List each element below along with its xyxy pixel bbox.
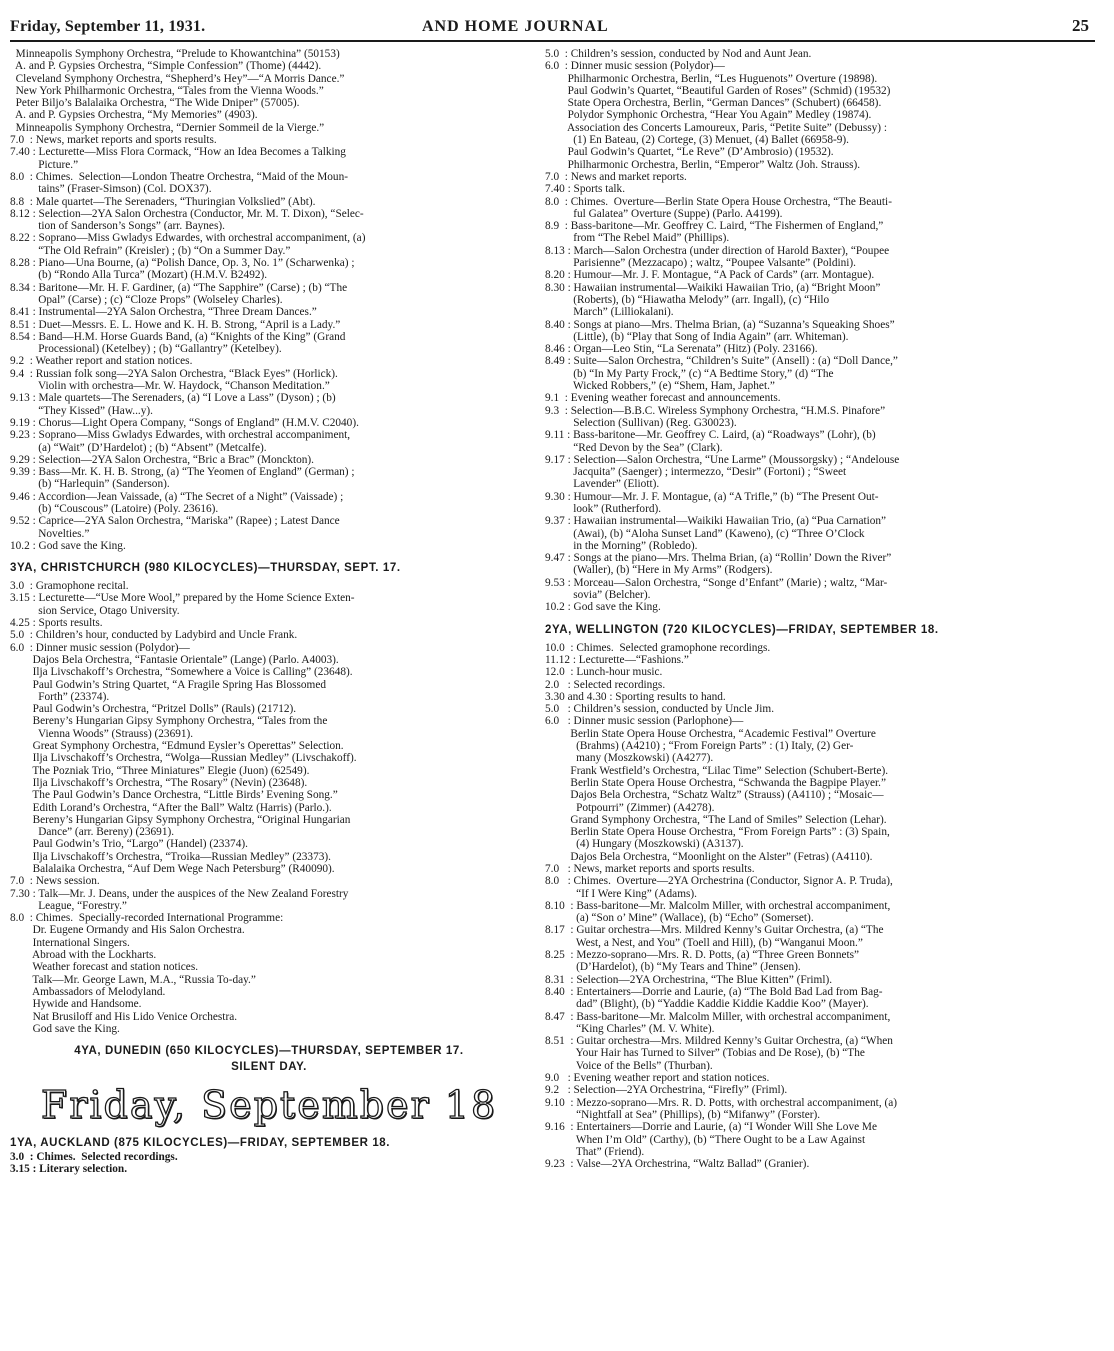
program-line: Processional) (Ketelbey) ; (b) “Gallantry” (Ketelbey). <box>10 343 282 356</box>
program-line: (b) “Couscous” (Latoire) (Poly. 23616). <box>10 502 219 515</box>
program-line: League, “Forestry.” <box>10 899 127 912</box>
program-line: Ilja Livschakoff’s Orchestra, “Troika—Russian Medley” (23373). <box>10 850 331 863</box>
program-line: 4.25 : Sports results. <box>10 617 103 630</box>
program-line: 3.15 : Lecturette—“Use More Wool,” prepared by the Home Science Exten- <box>10 592 355 605</box>
program-line: 5.0 : Children’s session, conducted by Nod and Aunt Jean. <box>545 48 812 60</box>
program-line: Frank Westfield’s Orchestra, “Lilac Time” Selection (Schubert-Berte). <box>545 764 889 777</box>
right-listing-1 <box>545 48 1090 614</box>
program-line: Forth” (23374). <box>10 690 110 703</box>
program-line: 9.13 : Male quartets—The Serenaders, (a) “I Love a Lass” (Dyson) ; (b) <box>10 392 336 405</box>
program-line: (a) “Son o’ Mine” (Wallace), (b) “Echo” (Somerset). <box>545 912 814 925</box>
page-header <box>10 14 1095 42</box>
program-line: 7.40 : Lecturette—Miss Flora Cormack, “How an Idea Becomes a Talking <box>10 146 346 159</box>
program-line: 6.0 : Dinner music session (Polydor)— <box>10 641 190 654</box>
program-line: (b) “In My Party Frock,” (c) “A Bedtime Story,” (d) “The <box>545 367 834 380</box>
program-line: 9.23 : Valse—2YA Orchestrina, “Waltz Ballad” (Granier). <box>545 1158 810 1171</box>
journal-title: AND HOME JOURNAL <box>422 18 609 35</box>
program-line: Talk—Mr. George Lawn, M.A., “Russia To-day.” <box>10 973 256 986</box>
program-line: (a) “Wait” (D’Hardelot) ; (b) “Absent” (Metcalfe). <box>10 441 267 454</box>
station-heading-2ya: 2YA, WELLINGTON (720 KILOCYCLES)—FRIDAY, SEPTEMBER 18. <box>545 623 939 636</box>
program-line: 8.49 : Suite—Salon Orchestra, “Children’s Suite” (Ansell) : (a) “Doll Dance,” <box>545 355 898 368</box>
program-line: 12.0 : Lunch-hour music. <box>545 666 663 679</box>
program-line: 6.0 : Dinner music session (Parlophone)— <box>545 715 744 728</box>
program-line: 8.22 : Soprano—Miss Gwladys Edwardes, with orchestral accompaniment, (a) <box>10 232 366 245</box>
program-line: (Waller), (b) “Here in My Arms” (Rodgers). <box>545 564 773 577</box>
program-line: 9.0 : Evening weather report and station notices. <box>545 1072 770 1085</box>
silent-day-note: SILENT DAY. <box>231 1061 307 1074</box>
program-line: That” (Friend). <box>545 1145 645 1158</box>
program-line: 2.0 : Selected recordings. <box>545 678 666 691</box>
program-line: 8.0 : Chimes. Overture—Berlin State Opera House Orchestra, “The Beauti- <box>545 195 892 208</box>
program-line: 9.17 : Selection—Salon Orchestra, “Une Larme” (Moussorgsky) ; “Andelouse <box>545 453 900 466</box>
program-line: 7.30 : Talk—Mr. J. Deans, under the auspices of the New Zealand Forestry <box>10 887 349 900</box>
program-line: 9.39 : Bass—Mr. K. H. B. Strong, (a) “The Yeomen of England” (German) ; <box>10 466 355 479</box>
program-line: Hywide and Handsome. <box>10 998 142 1011</box>
program-line: Novelties.” <box>10 527 90 540</box>
left-listing-3 <box>10 1151 528 1176</box>
program-line: 7.40 : Sports talk. <box>545 183 626 196</box>
program-line: Violin with orchestra—Mr. W. Haydock, “Chanson Meditation.” <box>10 380 330 393</box>
program-line: Selection (Sullivan) (Reg. G30023). <box>545 416 737 429</box>
program-line: God save the King. <box>10 1022 120 1035</box>
program-line: International Singers. <box>10 936 130 949</box>
program-line: Philharmonic Orchestra, Berlin, “Les Huguenots” Overture (19898). <box>545 72 878 85</box>
program-line: Paul Godwin’s Trio, “Largo” (Handel) (23374). <box>10 838 248 851</box>
program-line: (Awai), (b) “Aloha Sunset Land” (Kaweno), (c) “Three O’Clock <box>545 527 865 540</box>
program-line: “Nightfall at Sea” (Phillips), (b) “Mifanwy” (Forster). <box>545 1108 821 1121</box>
program-line: 9.16 : Entertainers—Dorrie and Laurie, (a) “I Wonder Will She Love Me <box>545 1121 877 1134</box>
program-line: A. and P. Gypsies Orchestra, “Simple Confession” (Thome) (4442). <box>10 60 322 73</box>
program-line: 9.1 : Evening weather forecast and announcements. <box>545 392 781 405</box>
program-line: Picture.” <box>10 158 79 171</box>
program-line: 8.41 : Instrumental—2YA Salon Orchestra, “Three Dream Dances.” <box>10 306 317 319</box>
program-line: Opal” (Carse) ; (c) “Cloze Props” (Wolseley Charles). <box>10 293 283 306</box>
program-line: 8.10 : Bass-baritone—Mr. Malcolm Miller, with orchestral accompaniment, <box>545 899 891 912</box>
program-line: 8.25 : Mezzo-soprano—Mrs. R. D. Potts, (a) “Three Green Bonnets” <box>545 949 860 962</box>
program-line: “King Charles” (M. V. White). <box>545 1022 715 1035</box>
program-line: 9.29 : Selection—2YA Salon Orchestra, “Bric a Brac” (Monckton). <box>10 453 314 466</box>
program-line: look” (Rutherford). <box>545 502 662 515</box>
program-line: Potpourri” (Zimmer) (A4278). <box>545 801 715 814</box>
program-line: 9.2 : Selection—2YA Orchestrina, “Firefly” (Friml). <box>545 1084 788 1097</box>
left-listing-1 <box>10 48 528 552</box>
program-line: (D’Hardelot), (b) “My Tears and Thine” (Jensen). <box>545 961 801 974</box>
program-line: sovia” (Belcher). <box>545 589 651 602</box>
program-line: 8.46 : Organ—Leo Stin, “La Serenata” (Hitz) (Poly. 23166). <box>545 343 818 356</box>
program-line: Grand Symphony Orchestra, “The Land of Smiles” Selection (Lehar). <box>545 813 887 826</box>
program-line: 10.2 : God save the King. <box>10 539 126 552</box>
program-line: The Pozniak Trio, “Three Miniatures” Elegie (Juon) (62549). <box>10 764 310 777</box>
program-line: “Red Devon by the Sea” (Clark). <box>545 441 723 454</box>
program-line: 8.8 : Male quartet—The Serenaders, “Thuringian Volkslied” (Abt). <box>10 195 316 208</box>
program-line: Dajos Bela Orchestra, “Moonlight on the Alster” (Fetras) (A4110). <box>545 850 873 863</box>
program-line: 8.47 : Bass-baritone—Mr. Malcolm Miller, with orchestral accompaniment, <box>545 1010 891 1023</box>
program-line: Philharmonic Orchestra, Berlin, “Emperor” Waltz (Joh. Strauss). <box>545 158 861 171</box>
left-listing-2 <box>10 580 528 1035</box>
program-line: (b) “Rondo Alla Turca” (Mozart) (H.M.V. B2492). <box>10 269 268 282</box>
program-line: Ambassadors of Melodyland. <box>10 985 166 998</box>
program-line: Paul Godwin’s Quartet, “Beautiful Garden of Roses” (Schmid) (19532) <box>545 84 891 97</box>
program-line: Minneapolis Symphony Orchestra, “Dernier Sommeil de la Vierge.” <box>10 121 325 134</box>
station-heading-3ya: 3YA, CHRISTCHURCH (980 KILOCYCLES)—THURSDAY, SEPT. 17. <box>10 562 401 575</box>
program-line: 8.51 : Duet—Messrs. E. L. Howe and K. H. B. Strong, “April is a Lady.” <box>10 318 341 331</box>
program-line: 9.23 : Soprano—Miss Gwladys Edwardes, with orchestral accompaniment, <box>10 429 351 442</box>
program-line: ful Galatea” Overture (Suppe) (Parlo. A4199). <box>545 207 783 220</box>
program-line: Paul Godwin’s Orchestra, “Pritzel Dolls” (Rauls) (21712). <box>10 703 297 716</box>
program-line: 3.30 and 4.30 : Sporting results to hand. <box>545 690 726 703</box>
program-line: Dajos Bela Orchestra, “Fantasie Orientale” (Lange) (Parlo. A4003). <box>10 653 339 666</box>
program-line: March” (Lilliokalani). <box>545 306 674 319</box>
program-line: 9.46 : Accordion—Jean Vaissade, (a) “The Secret of a Night” (Vaissade) ; <box>10 490 344 503</box>
program-line: Paul Godwin’s Quartet, “Le Reve” (D’Ambrosio) (19532). <box>545 146 834 159</box>
program-line: dad” (Blight), (b) “Yaddie Kaddie Kiddie Kaddie Koo” (Mayer). <box>545 998 869 1011</box>
program-line: Ilja Livschakoff’s Orchestra, “Somewhere a Voice is Calling” (23648). <box>10 666 353 679</box>
program-line: Association des Concerts Lamoureux, Paris, “Petite Suite” (Debussy) : <box>545 121 887 134</box>
program-line: State Opera Orchestra, Berlin, “German Dances” (Schubert) (66458). <box>545 97 882 110</box>
program-line: Minneapolis Symphony Orchestra, “Prelude to Khowantchina” (50153) <box>10 48 340 60</box>
program-line: 9.3 : Selection—B.B.C. Wireless Symphony Orchestra, “H.M.S. Pinafore” <box>545 404 886 417</box>
program-line: Vienna Woods” (Strauss) (23691). <box>10 727 194 740</box>
program-line: 8.54 : Band—H.M. Horse Guards Band, (a) “Knights of the King” (Grand <box>10 330 346 343</box>
program-line: 7.0 : News, market reports and sports results. <box>545 863 755 875</box>
program-line: Dance” (arr. Bereny) (23691). <box>10 826 175 839</box>
right-listing-2 <box>545 642 1090 1171</box>
program-line: 3.0 : Chimes. Selected recordings. <box>10 1151 178 1164</box>
program-line: Berlin State Opera House Orchestra, “From Foreign Parts” : (3) Spain, <box>545 826 890 839</box>
program-line: 11.12 : Lecturette—“Fashions.” <box>545 653 689 666</box>
program-line: (Roberts), (b) “Hiawatha Melody” (arr. Ingall), (c) “Hilo <box>545 293 830 306</box>
program-line: The Paul Godwin’s Dance Orchestra, “Little Birds’ Evening Song.” <box>10 789 338 802</box>
program-line: 9.37 : Hawaiian instrumental—Waikiki Hawaiian Trio, (a) “Pua Carnation” <box>545 515 887 528</box>
program-line: 9.11 : Bass-baritone—Mr. Geoffrey C. Laird, (a) “Roadways” (Lohr), (b) <box>545 429 876 442</box>
program-line: Berlin State Opera House Orchestra, “Academic Festival” Overture <box>545 727 876 740</box>
program-line: many (Moszkowski) (A4277). <box>545 752 714 765</box>
program-line: 8.0 : Chimes. Selection—London Theatre Orchestra, “Maid of the Moun- <box>10 170 348 183</box>
program-line: “They Kissed” (Haw...y). <box>10 404 153 417</box>
program-line: 10.0 : Chimes. Selected gramophone recordings. <box>545 641 771 654</box>
program-line: Bereny’s Hungarian Gipsy Symphony Orchestra, “Original Hungarian <box>10 813 351 826</box>
program-line: Peter Biljo’s Balalaika Orchestra, “The Wide Dniper” (57005). <box>10 97 300 110</box>
program-line: 8.40 : Entertainers—Dorrie and Laurie, (a) “The Bold Bad Lad from Bag- <box>545 985 883 998</box>
program-line: in the Morning” (Robledo). <box>545 539 698 552</box>
program-line: Dr. Eugene Ormandy and His Salon Orchestra. <box>10 924 245 937</box>
friday-section-title: Friday, September 18 <box>40 1083 498 1128</box>
program-line: 7.0 : News and market reports. <box>545 170 687 183</box>
program-line: West, a Nest, and You” (Toell and Hill), (b) “Wanganui Moon.” <box>545 936 863 949</box>
right-column <box>545 48 1090 1170</box>
program-line: When I’m Old” (Carthy), (b) “There Ought to be a Law Against <box>545 1133 866 1146</box>
program-line: 8.0 : Chimes. Overture—2YA Orchestrina (Conductor, Signor A. P. Truda), <box>545 875 893 888</box>
program-line: Polydor Symphonic Orchestra, “Hear You Again” Medley (19874). <box>545 109 872 122</box>
program-line: (Little), (b) “Play that Song of India Again” (arr. Whiteman). <box>545 330 849 343</box>
program-line: Bereny’s Hungarian Gipsy Symphony Orchestra, “Tales from the <box>10 715 328 728</box>
program-line: Paul Godwin’s String Quartet, “A Fragile Spring Has Blossomed <box>10 678 326 691</box>
program-line: “If I Were King” (Adams). <box>545 887 697 900</box>
program-line: 5.0 : Children’s hour, conducted by Ladybird and Uncle Frank. <box>10 629 298 642</box>
program-line: tains” (Fraser-Simson) (Col. DOX37). <box>10 183 212 196</box>
program-line: 9.47 : Songs at the piano—Mrs. Thelma Brian, (a) “Rollin’ Down the River” <box>545 552 892 565</box>
program-line: Jacquita” (Saenger) ; intermezzo, “Desir” (Fortoni) ; “Sweet <box>545 466 847 479</box>
program-line: 9.30 : Humour—Mr. J. F. Montague, (a) “A Trifle,” (b) “The Present Out- <box>545 490 879 503</box>
page-number: 25 <box>1072 16 1089 35</box>
program-line: 8.51 : Guitar orchestra—Mrs. Mildred Kenny’s Guitar Orchestra, (a) “When <box>545 1035 893 1048</box>
program-line: 10.2 : God save the King. <box>545 601 661 614</box>
program-line: Parisienne” (Mezzacapo) ; waltz, “Poupee Valsante” (Poldini). <box>545 257 856 270</box>
program-line: 8.0 : Chimes. Specially-recorded International Programme: <box>10 912 284 925</box>
program-line: 8.28 : Piano—Una Bourne, (a) “Polish Dance, Op. 3, No. 1” (Scharwenka) ; <box>10 257 355 270</box>
program-line: 7.0 : News session. <box>10 875 100 888</box>
program-line: Abroad with the Lockharts. <box>10 949 157 962</box>
program-line: 9.10 : Mezzo-soprano—Mrs. R. D. Potts, with orchestral accompaniment, (a) <box>545 1096 898 1109</box>
program-line: 7.0 : News, market reports and sports results. <box>10 134 217 147</box>
program-line: Great Symphony Orchestra, “Edmund Eysler’s Operettas” Selection. <box>10 740 344 753</box>
program-line: (Brahms) (A4210) ; “From Foreign Parts” : (1) Italy, (2) Ger- <box>545 740 854 753</box>
program-line: 9.2 : Weather report and station notices. <box>10 355 193 368</box>
program-line: Cleveland Symphony Orchestra, “Shepherd’s Hey”—“A Morris Dance.” <box>10 72 345 85</box>
program-line: 8.12 : Selection—2YA Salon Orchestra (Conductor, Mr. M. T. Dixon), “Selec- <box>10 207 364 220</box>
program-line: 8.20 : Humour—Mr. J. F. Montague, “A Pack of Cards” (arr. Montague). <box>545 269 875 282</box>
program-line: Lavender” (Eliott). <box>545 478 660 491</box>
station-heading-1ya: 1YA, AUCKLAND (875 KILOCYCLES)—FRIDAY, SEPTEMBER 18. <box>10 1137 391 1150</box>
program-line: “The Old Refrain” (Kreisler) ; (b) “On a Summer Day.” <box>10 244 291 257</box>
program-line: (4) Hungary (Moszkowski) (A3137). <box>545 838 744 851</box>
program-line: from “The Rebel Maid” (Phillips). <box>545 232 730 245</box>
program-line: (b) “Harlequin” (Sanderson). <box>10 478 170 491</box>
program-line: Balalaika Orchestra, “Auf Dem Wege Nach Petersburg” (R40090). <box>10 863 335 875</box>
program-line: 8.17 : Guitar orchestra—Mrs. Mildred Kenny’s Guitar Orchestra, (a) “The <box>545 924 884 937</box>
program-line: (1) En Bateau, (2) Cortege, (3) Menuet, (4) Ballet (66958-9). <box>545 134 849 147</box>
program-line: 8.31 : Selection—2YA Orchestrina, “The Blue Kitten” (Friml). <box>545 973 833 986</box>
program-line: 8.34 : Baritone—Mr. H. F. Gardiner, (a) “The Sapphire” (Carse) ; (b) “The <box>10 281 348 294</box>
program-line: tion of Sanderson’s Songs” (arr. Baynes). <box>10 220 225 233</box>
program-line: Voice of the Bells” (Thurban). <box>545 1059 713 1072</box>
left-column <box>10 48 528 1176</box>
program-line: Dajos Bela Orchestra, “Schatz Waltz” (Strauss) (A4110) ; “Mosaic— <box>545 789 884 802</box>
program-line: 8.9 : Bass-baritone—Mr. Geoffrey C. Laird, “The Fishermen of England,” <box>545 220 884 233</box>
program-line: Ilja Livschakoff’s Orchestra, “The Rosary” (Nevin) (23648). <box>10 776 308 789</box>
program-line: sion Service, Otago University. <box>10 604 180 617</box>
program-line: A. and P. Gypsies Orchestra, “My Memories” (4903). <box>10 109 258 122</box>
program-line: 3.0 : Gramophone recital. <box>10 580 129 593</box>
program-line: 8.13 : March—Salon Orchestra (under direction of Harold Baxter), “Poupee <box>545 244 890 257</box>
program-line: Wicked Robbers,” (e) “Shem, Ham, Japhet.” <box>545 380 775 393</box>
program-line: Your Hair has Turned to Silver” (Tobias and De Rose), (b) “The <box>545 1047 865 1060</box>
program-line: Nat Brusiloff and His Lido Venice Orchestra. <box>10 1010 238 1023</box>
program-line: 9.4 : Russian folk song—2YA Salon Orchestra, “Black Eyes” (Horlick). <box>10 367 338 380</box>
program-line: 8.30 : Hawaiian instrumental—Waikiki Hawaiian Trio, (a) “Bright Moon” <box>545 281 881 294</box>
issue-date: Friday, September 11, 1931. <box>10 18 206 35</box>
program-line: 9.53 : Morceau—Salon Orchestra, “Songe d’Enfant” (Marie) ; waltz, “Mar- <box>545 576 888 589</box>
program-line: 8.40 : Songs at piano—Mrs. Thelma Brian, (a) “Suzanna’s Squeaking Shoes” <box>545 318 895 331</box>
program-line: 5.0 : Children’s session, conducted by Uncle Jim. <box>545 703 775 716</box>
program-line: Weather forecast and station notices. <box>10 961 199 974</box>
program-line: 3.15 : Literary selection. <box>10 1163 128 1176</box>
program-line: 9.52 : Caprice—2YA Salon Orchestra, “Mariska” (Rapee) ; Latest Dance <box>10 515 340 528</box>
program-line: 9.19 : Chorus—Light Opera Company, “Songs of England” (H.M.V. C2040). <box>10 416 359 429</box>
program-line: Edith Lorand’s Orchestra, “After the Ball” Waltz (Harris) (Parlo.). <box>10 801 332 814</box>
program-line: New York Philharmonic Orchestra, “Tales from the Vienna Woods.” <box>10 84 324 97</box>
program-line: 6.0 : Dinner music session (Polydor)— <box>545 60 725 73</box>
station-heading-4ya: 4YA, DUNEDIN (650 KILOCYCLES)—THURSDAY, SEPTEMBER 17. <box>74 1045 464 1058</box>
program-line: Berlin State Opera House Orchestra, “Schwanda the Bagpipe Player.” <box>545 776 886 789</box>
program-line: Ilja Livschakoff’s Orchestra, “Wolga—Russian Medley” (Livschakoff). <box>10 752 357 765</box>
